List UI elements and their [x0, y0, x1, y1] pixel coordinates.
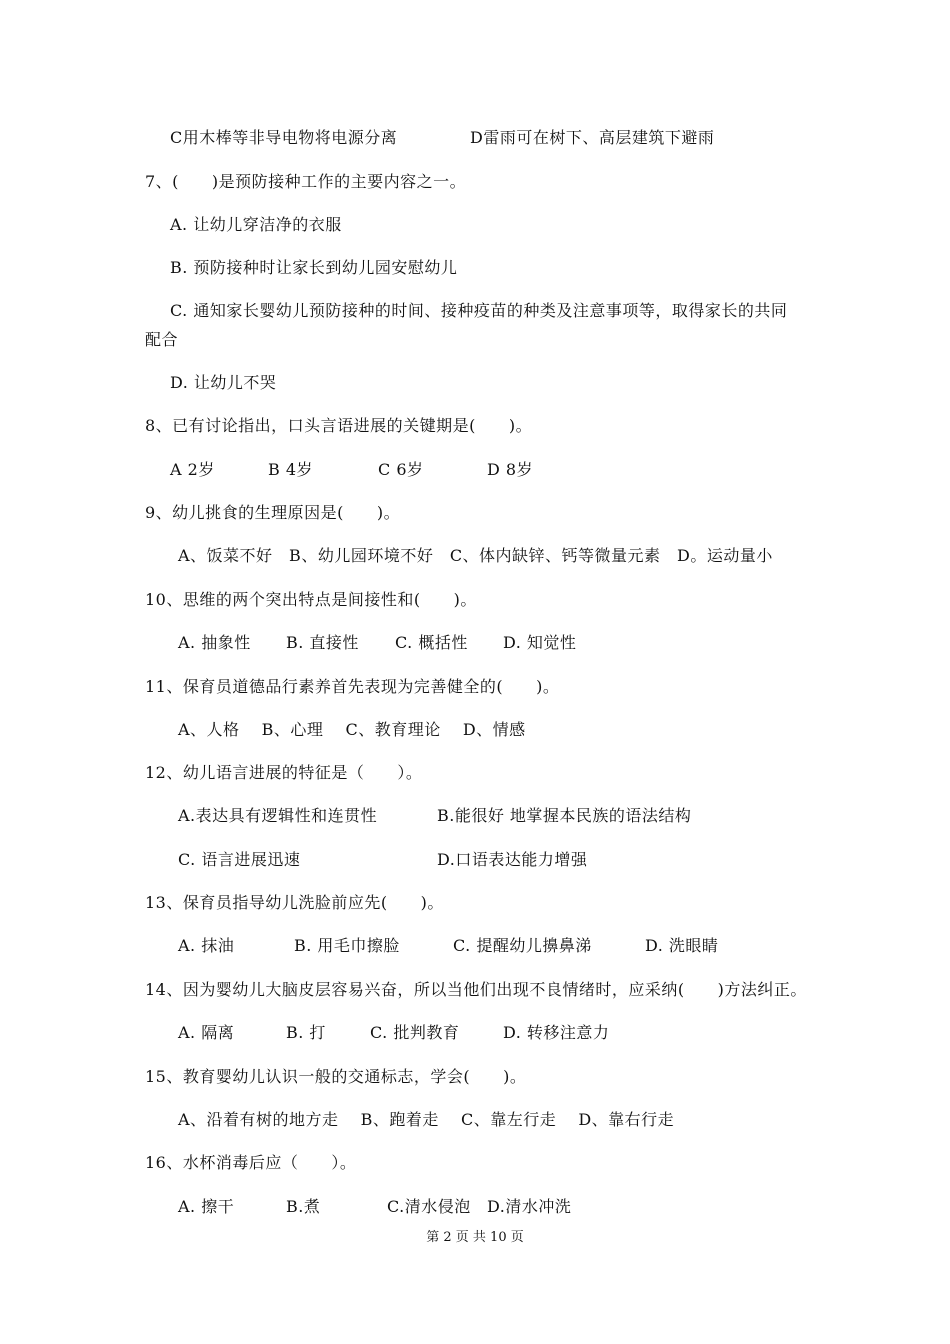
- q8-option-d: D 8岁: [487, 460, 534, 479]
- question-14: 14、因为婴幼儿大脑皮层容易兴奋，所以当他们出现不良情绪时，应采纳( )方法纠正。: [145, 980, 807, 999]
- q13-option-d: D. 洗眼睛: [645, 936, 719, 955]
- q7-option-c-line1: C. 通知家长婴幼儿预防接种的时间、接种疫苗的种类及注意事项等，取得家长的共同: [170, 301, 788, 320]
- q10-option-d: D. 知觉性: [503, 633, 577, 652]
- q16-option-c: C.清水侵泡: [387, 1197, 471, 1216]
- q14-option-a: A. 隔离: [178, 1023, 235, 1042]
- question-11: 11、保育员道德品行素养首先表现为完善健全的( )。: [145, 677, 560, 696]
- q12-option-c: C. 语言进展迅速: [178, 850, 301, 869]
- q7-option-d: D. 让幼儿不哭: [170, 373, 277, 392]
- q14-option-d: D. 转移注意力: [503, 1023, 610, 1042]
- question-8: 8、已有讨论指出，口头言语进展的关键期是( )。: [145, 416, 533, 435]
- q11-options: A、人格 B、心理 C、教育理论 D、情感: [178, 720, 526, 739]
- q14-option-b: B. 打: [286, 1023, 326, 1042]
- q16-option-a: A. 擦干: [178, 1197, 235, 1216]
- question-12: 12、幼儿语言进展的特征是（ ）。: [145, 763, 423, 782]
- q12-option-b: B.能很好 地掌握本民族的语法结构: [437, 806, 692, 825]
- question-15: 15、教育婴幼儿认识一般的交通标志，学会( )。: [145, 1067, 527, 1086]
- q8-option-a: A 2岁: [170, 460, 215, 479]
- question-13: 13、保育员指导幼儿洗脸前应先( )。: [145, 893, 444, 912]
- q10-option-a: A. 抽象性: [178, 633, 251, 652]
- q12-option-a: A.表达具有逻辑性和连贯性: [178, 806, 378, 825]
- q10-option-b: B. 直接性: [286, 633, 359, 652]
- q13-option-a: A. 抹油: [178, 936, 235, 955]
- question-10: 10、思维的两个突出特点是间接性和( )。: [145, 590, 477, 609]
- q8-option-c: C 6岁: [378, 460, 424, 479]
- q8-option-b: B 4岁: [268, 460, 314, 479]
- q6-option-d: D雷雨可在树下、高层建筑下避雨: [470, 128, 715, 147]
- q13-option-b: B. 用毛巾擦脸: [294, 936, 400, 955]
- q16-option-d: D.清水冲洗: [487, 1197, 572, 1216]
- q6-option-c: C用木棒等非导电物将电源分离: [170, 128, 398, 147]
- q9-options: A、饭菜不好 B、幼儿园环境不好 C、体内缺锌、钙等微量元素 D。运动量小: [178, 546, 773, 565]
- q7-option-c-line2: 配合: [145, 330, 179, 349]
- question-9: 9、幼儿挑食的生理原因是( )。: [145, 503, 401, 522]
- question-7: 7、( )是预防接种工作的主要内容之一。: [145, 172, 467, 191]
- q15-options: A、沿着有树的地方走 B、跑着走 C、靠左行走 D、靠右行走: [178, 1110, 675, 1129]
- page-footer: 第 2 页 共 10 页: [426, 1230, 524, 1245]
- q7-option-b: B. 预防接种时让家长到幼儿园安慰幼儿: [170, 258, 458, 277]
- q12-option-d: D.口语表达能力增强: [437, 850, 588, 869]
- q7-option-a: A. 让幼儿穿洁净的衣服: [170, 215, 342, 234]
- q13-option-c: C. 提醒幼儿擤鼻涕: [453, 936, 592, 955]
- q14-option-c: C. 批判教育: [370, 1023, 460, 1042]
- q16-option-b: B.煮: [286, 1197, 321, 1216]
- q10-option-c: C. 概括性: [395, 633, 468, 652]
- question-16: 16、水杯消毒后应（ ）。: [145, 1153, 357, 1172]
